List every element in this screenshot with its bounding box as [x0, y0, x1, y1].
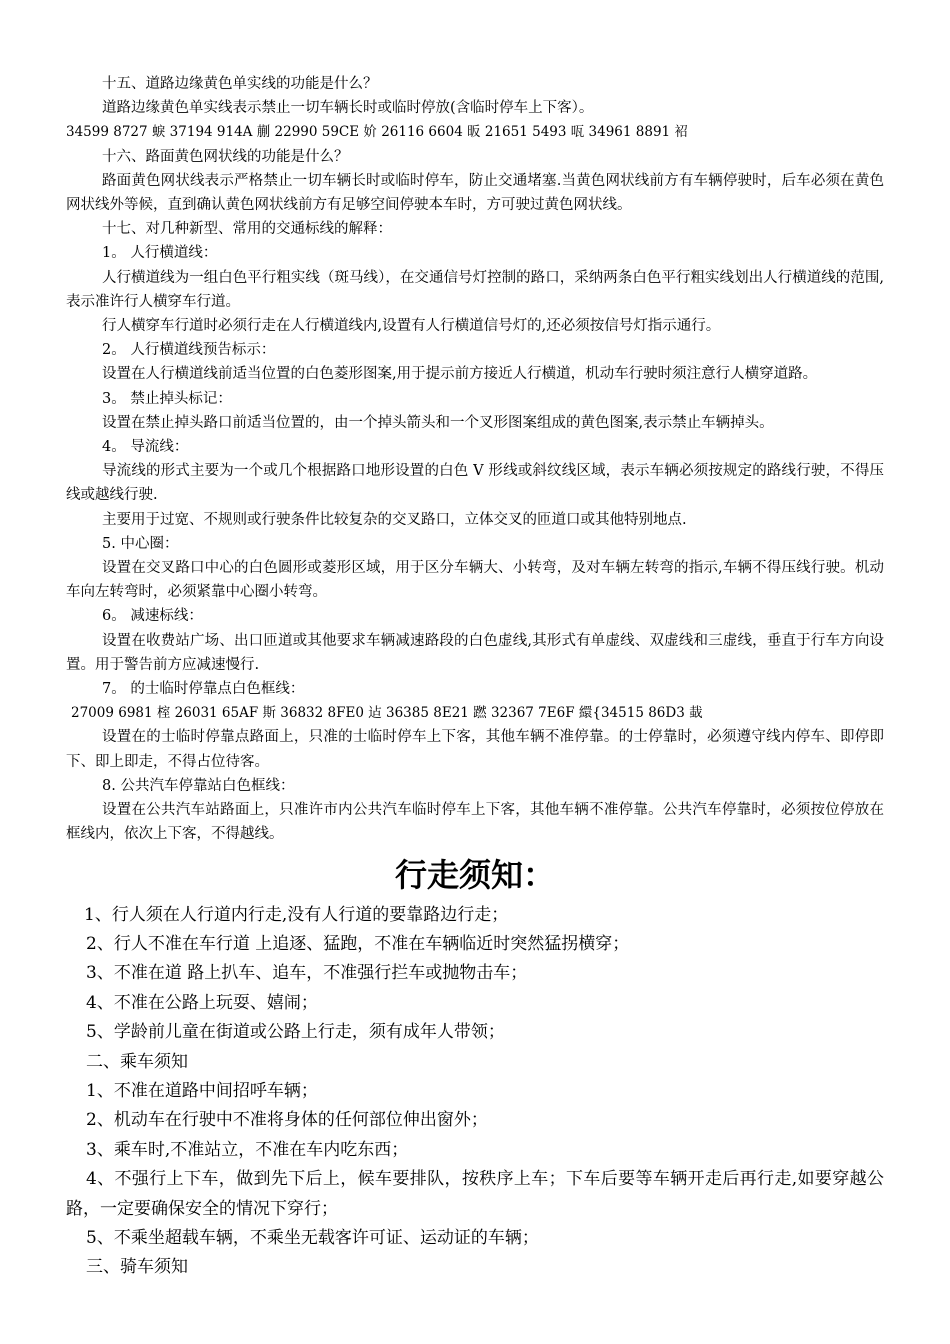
paragraph: 十五、道路边缘黄色单实线的功能是什么？: [102, 76, 378, 92]
paragraph: 8. 公共汽车停靠站白色框线：: [102, 777, 295, 794]
paragraph: 路面黄色网状线表示严格禁止一切车辆长时或临时停车，防止交通堵塞.当黄色网状线前方有车辆停驶时，后车必须在黄色网状线外等候，直到确认黄色网状线前方有足够空间停驶本车时，方可驶过黄色网状线。: [66, 172, 884, 214]
paragraph: 十六、路面黄色网状线的功能是什么？: [102, 148, 349, 165]
paragraph: 3。 禁止掉头标记：: [102, 390, 232, 407]
rule-item: 3、不准在道 路上扒车、追车，不准强行拦车或抛物击车；: [86, 963, 528, 984]
rule-item: 4、不强行上下车，做到先下后上，候车要排队，按秩序上车；下车后要等车辆开走后再行走,如要穿越公路，一定要确保安全的情况下穿行；: [66, 1169, 884, 1219]
rule-item: 2、机动车在行驶中不准将身体的任何部位伸出窗外；: [86, 1110, 488, 1131]
paragraph: 行人横穿车行道时必须行走在人行横道线内,设置有人行横道信号灯的,还必须按信号灯指示通行。: [102, 318, 721, 335]
rule-item: 4、不准在公路上玩耍、嬉闹；: [86, 992, 318, 1013]
paragraph: 2。 人行横道线预告标示：: [102, 342, 276, 359]
paragraph: 设置在收费站广场、出口匝道或其他要求车辆减速路段的白色虚线,其形式有单虚线、双虚线和三虚线，垂直于行车方向设置。用于警告前方应减速慢行.: [66, 632, 884, 673]
walking-rules-title: 行走须知：: [394, 855, 555, 894]
rule-item: 二、乘车须知: [86, 1051, 188, 1072]
paragraph: 设置在的士临时停靠点路面上，只准的士临时停车上下客，其他车辆不准停靠。的士停靠时，必须遵守线内停车、即停即下、即上即走，不得占位待客。: [66, 729, 884, 770]
rule-item: 5、学龄前儿童在街道或公路上行走，须有成年人带领；: [86, 1022, 505, 1043]
paragraph: 导流线的形式主要为一个或几个根据路口地形设置的白色 V 形线或斜纹线区域，表示车辆必须按规定的路线行驶，不得压线或越线行驶.: [66, 463, 884, 504]
paragraph: 5. 中心圈：: [102, 535, 179, 552]
paragraph: 4。 导流线：: [102, 439, 189, 456]
paragraph: 27009 6981 榁 26031 65AF 斯 36832 8FE0 迠 36385 8E21 蹨 32367 7E6F 繯{34515 86D3 蛓: [71, 705, 703, 722]
rule-item: 1、不准在道路中间招呼车辆；: [86, 1080, 318, 1101]
rule-item: 3、乘车时,不准站立，不准在车内吃东西；: [86, 1139, 409, 1160]
paragraph: 设置在禁止掉头路口前适当位置的，由一个掉头箭头和一个叉形图案组成的黄色图案,表示禁止车辆掉头。: [102, 414, 774, 431]
rule-item: 三、骑车须知: [86, 1257, 188, 1278]
paragraph: 设置在公共汽车站路面上，只准许市内公共汽车临时停车上下客，其他车辆不准停靠。公共汽车停靠时，必须按位停放在框线内，依次上下客，不得越线。: [66, 802, 884, 843]
paragraph: 6。 减速标线：: [102, 608, 203, 625]
rule-item: 1、行人须在人行道内行走,没有人行道的要靠路边行走；: [84, 904, 509, 925]
paragraph: 人行横道线为一组白色平行粗实线（斑马线），在交通信号灯控制的路口，采纳两条白色平行粗实线划出人行横道线的范围,表示准许行人横穿车行道。: [66, 269, 884, 310]
rule-item: 5、不乘坐超载车辆，不乘坐无载客许可证、运动证的车辆；: [86, 1227, 539, 1248]
paragraph: 7。 的士临时停靠点白色框线：: [102, 681, 305, 698]
paragraph: 设置在人行横道线前适当位置的白色菱形图案,用于提示前方接近人行横道，机动车行驶时须注意行人横穿道路。: [102, 366, 818, 383]
paragraph: 34599 8727 蜧 37194 914A 蒯 22990 59CE 妎 26116 6604 昄 21651 5493 咓 34961 8891 袑: [66, 124, 688, 141]
paragraph: 道路边缘黄色单实线表示禁止一切车辆长时或临时停放(含临时停车上下客）。: [102, 100, 594, 117]
paragraph: 设置在交叉路口中心的白色圆形或菱形区域，用于区分车辆大、小转弯，及对车辆左转弯的指示,车辆不得压线行驶。机动车向左转弯时，必须紧靠中心圈小转弯。: [66, 560, 884, 601]
paragraph: 主要用于过宽、不规则或行驶条件比较复杂的交叉路口，立体交叉的匝道口或其他特别地点.: [102, 511, 687, 528]
walking-rules-section: [66, 901, 884, 1283]
paragraph: 1。 人行横道线：: [102, 245, 218, 262]
traffic-markings-section: [66, 72, 884, 847]
paragraph: 十七、对几种新型、常用的交通标线的解释：: [102, 221, 392, 238]
rule-item: 2、行人不准在车行道 上追逐、猛跑，不准在车辆临近时突然猛拐横穿；: [86, 933, 630, 954]
